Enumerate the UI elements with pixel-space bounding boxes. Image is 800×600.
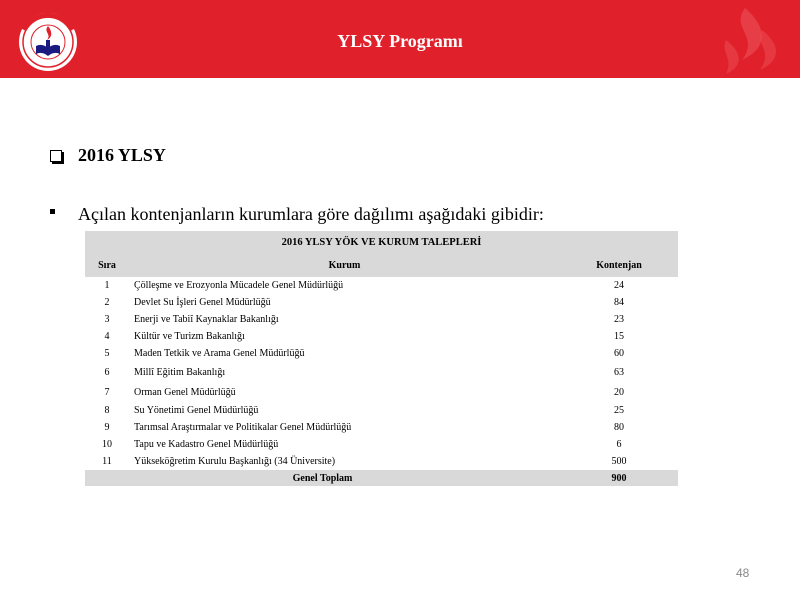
row-quota: 500 (611, 456, 627, 467)
row-quota: 23 (614, 314, 624, 325)
row-quota: 15 (614, 331, 624, 342)
row-no: 4 (104, 331, 110, 342)
column-header-no: Sıra (85, 253, 129, 277)
section-description: Açılan kontenjanların kurumlara göre dağılımı aşağıdaki gibidir: (78, 204, 544, 224)
row-no: 2 (104, 297, 110, 308)
row-institution: Millî Eğitim Bakanlığı (134, 366, 226, 378)
row-no: 6 (104, 366, 110, 378)
row-institution: Devlet Su İşleri Genel Müdürlüğü (134, 297, 271, 308)
row-quota: 20 (614, 386, 624, 398)
row-institution: Yükseköğretim Kurulu Başkanlığı (34 Üniversite) (134, 456, 336, 467)
table-row (85, 436, 678, 453)
table-row (85, 311, 678, 328)
row-institution: Çölleşme ve Erozyonla Mücadele Genel Müdürlüğü (134, 280, 344, 291)
row-quota: 6 (616, 439, 622, 450)
row-institution: Enerji ve Tabiî Kaynaklar Bakanlığı (134, 314, 279, 325)
table-title-row (85, 231, 678, 253)
section-heading: 2016 YLSY (78, 145, 166, 165)
row-no: 11 (102, 456, 112, 467)
table-row (85, 277, 678, 294)
table-row (85, 328, 678, 345)
row-no: 10 (102, 439, 112, 450)
row-no: 5 (104, 348, 110, 359)
row-no: 3 (104, 314, 110, 325)
quota-table (85, 231, 678, 486)
row-no: 7 (104, 386, 110, 398)
row-institution: Orman Genel Müdürlüğü (134, 386, 236, 398)
row-institution: Su Yönetimi Genel Müdürlüğü (134, 405, 259, 416)
total-value: 900 (560, 470, 678, 486)
checkbox-bullet-icon (50, 150, 62, 162)
row-quota: 63 (614, 366, 624, 378)
table-row (85, 402, 678, 419)
row-institution: Kültür ve Turizm Bakanlığı (134, 331, 245, 342)
row-institution: Tapu ve Kadastro Genel Müdürlüğü (134, 439, 279, 450)
row-no: 8 (104, 405, 110, 416)
row-no: 1 (104, 280, 110, 291)
row-quota: 24 (614, 280, 624, 291)
column-header-quota: Kontenjan (560, 253, 678, 277)
table-header-row (85, 253, 678, 277)
table-row (85, 453, 678, 470)
row-quota: 80 (614, 422, 624, 433)
page-number: 48 (736, 566, 750, 580)
table-row (85, 382, 678, 402)
row-institution: Tarımsal Araştırmalar ve Politikalar Genel Müdürlüğü (134, 422, 352, 433)
column-header-institution: Kurum (129, 253, 560, 277)
table-row (85, 294, 678, 311)
table-title: 2016 YLSY YÖK VE KURUM TALEPLERİ (85, 231, 678, 253)
row-institution: Maden Tetkik ve Arama Genel Müdürlüğü (134, 348, 305, 359)
table-total-row (85, 470, 678, 486)
header-bar (0, 0, 800, 78)
table-row (85, 419, 678, 436)
table-row (85, 362, 678, 382)
row-quota: 25 (614, 405, 624, 416)
slide-title: YLSY Programı (337, 31, 463, 51)
row-no: 9 (104, 422, 110, 433)
row-quota: 60 (614, 348, 624, 359)
table-row (85, 345, 678, 362)
total-label: Genel Toplam (85, 470, 560, 486)
row-quota: 84 (614, 297, 624, 308)
square-bullet-icon (50, 209, 55, 214)
